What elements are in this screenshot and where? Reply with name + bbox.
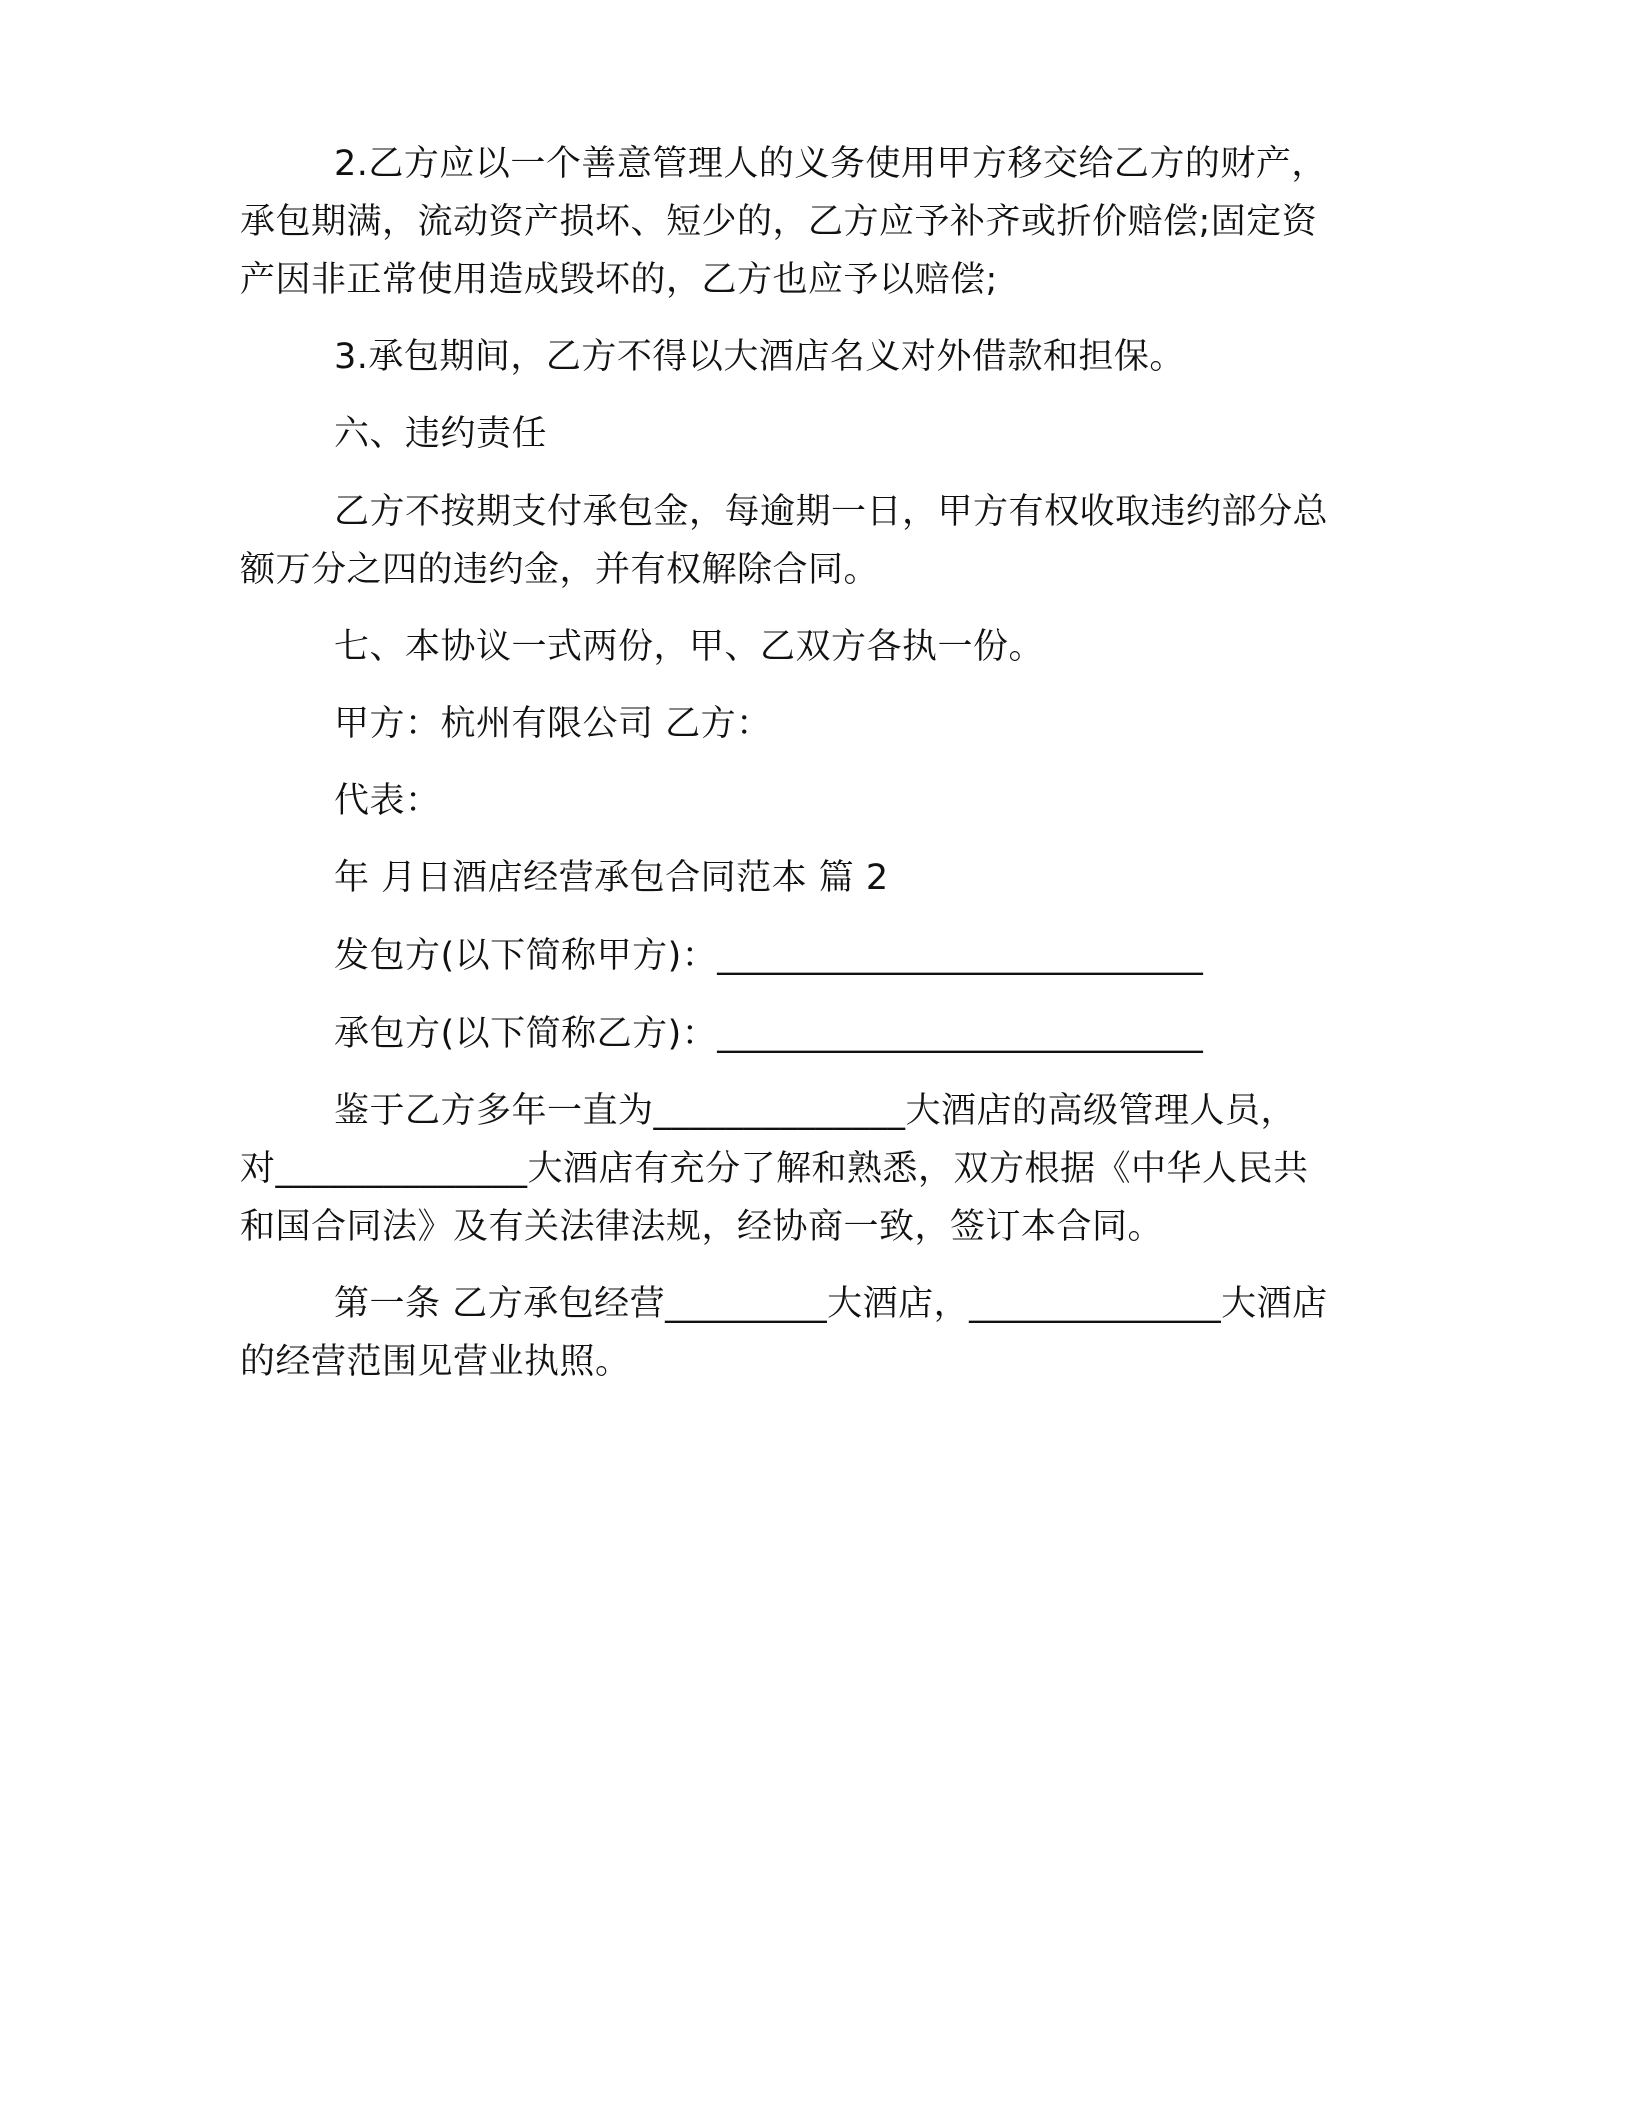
section-heading-breach: 六、违约责任 (334, 414, 548, 454)
preamble-line-1: 鉴于乙方多年一直为______________大酒店的高级管理人员， (334, 1091, 1297, 1131)
paragraph-2-line-1: 2.乙方应以一个善意管理人的义务使用甲方移交给乙方的财产， (334, 144, 1327, 184)
contract-title-part-2: 年 月日酒店经营承包合同范本 篇 2 (334, 858, 889, 898)
paragraph-2-line-3: 产因非正常使用造成毁坏的，乙方也应予以赔偿; (240, 260, 998, 300)
signature-representative: 代表： (334, 781, 441, 821)
preamble-line-3: 和国合同法》及有关法律法规，经协商一致，签订本合同。 (240, 1207, 1164, 1247)
preamble-line-2: 对______________大酒店有充分了解和熟悉，双方根据《中华人民共 (240, 1149, 1309, 1189)
breach-paragraph-line-2: 额万分之四的违约金，并有权解除合同。 (240, 550, 880, 590)
paragraph-3: 3.承包期间，乙方不得以大酒店名义对外借款和担保。 (334, 337, 1185, 377)
section-seven: 七、本协议一式两份，甲、乙双方各执一份。 (334, 627, 1045, 667)
signature-parties: 甲方：杭州有限公司 乙方： (334, 704, 772, 744)
breach-paragraph-line-1: 乙方不按期支付承包金，每逾期一日，甲方有权收取违约部分总 (334, 492, 1329, 532)
party-b-field: 承包方(以下简称乙方)：___________________________ (334, 1014, 1204, 1054)
paragraph-2-line-2: 承包期满，流动资产损坏、短少的，乙方应予补齐或折价赔偿;固定资 (240, 202, 1318, 242)
article-one-line-2: 的经营范围见营业执照。 (240, 1342, 631, 1382)
article-one-line-1: 第一条 乙方承包经营_________大酒店，______________大酒店 (334, 1284, 1328, 1324)
party-a-field: 发包方(以下简称甲方)：___________________________ (334, 936, 1204, 976)
